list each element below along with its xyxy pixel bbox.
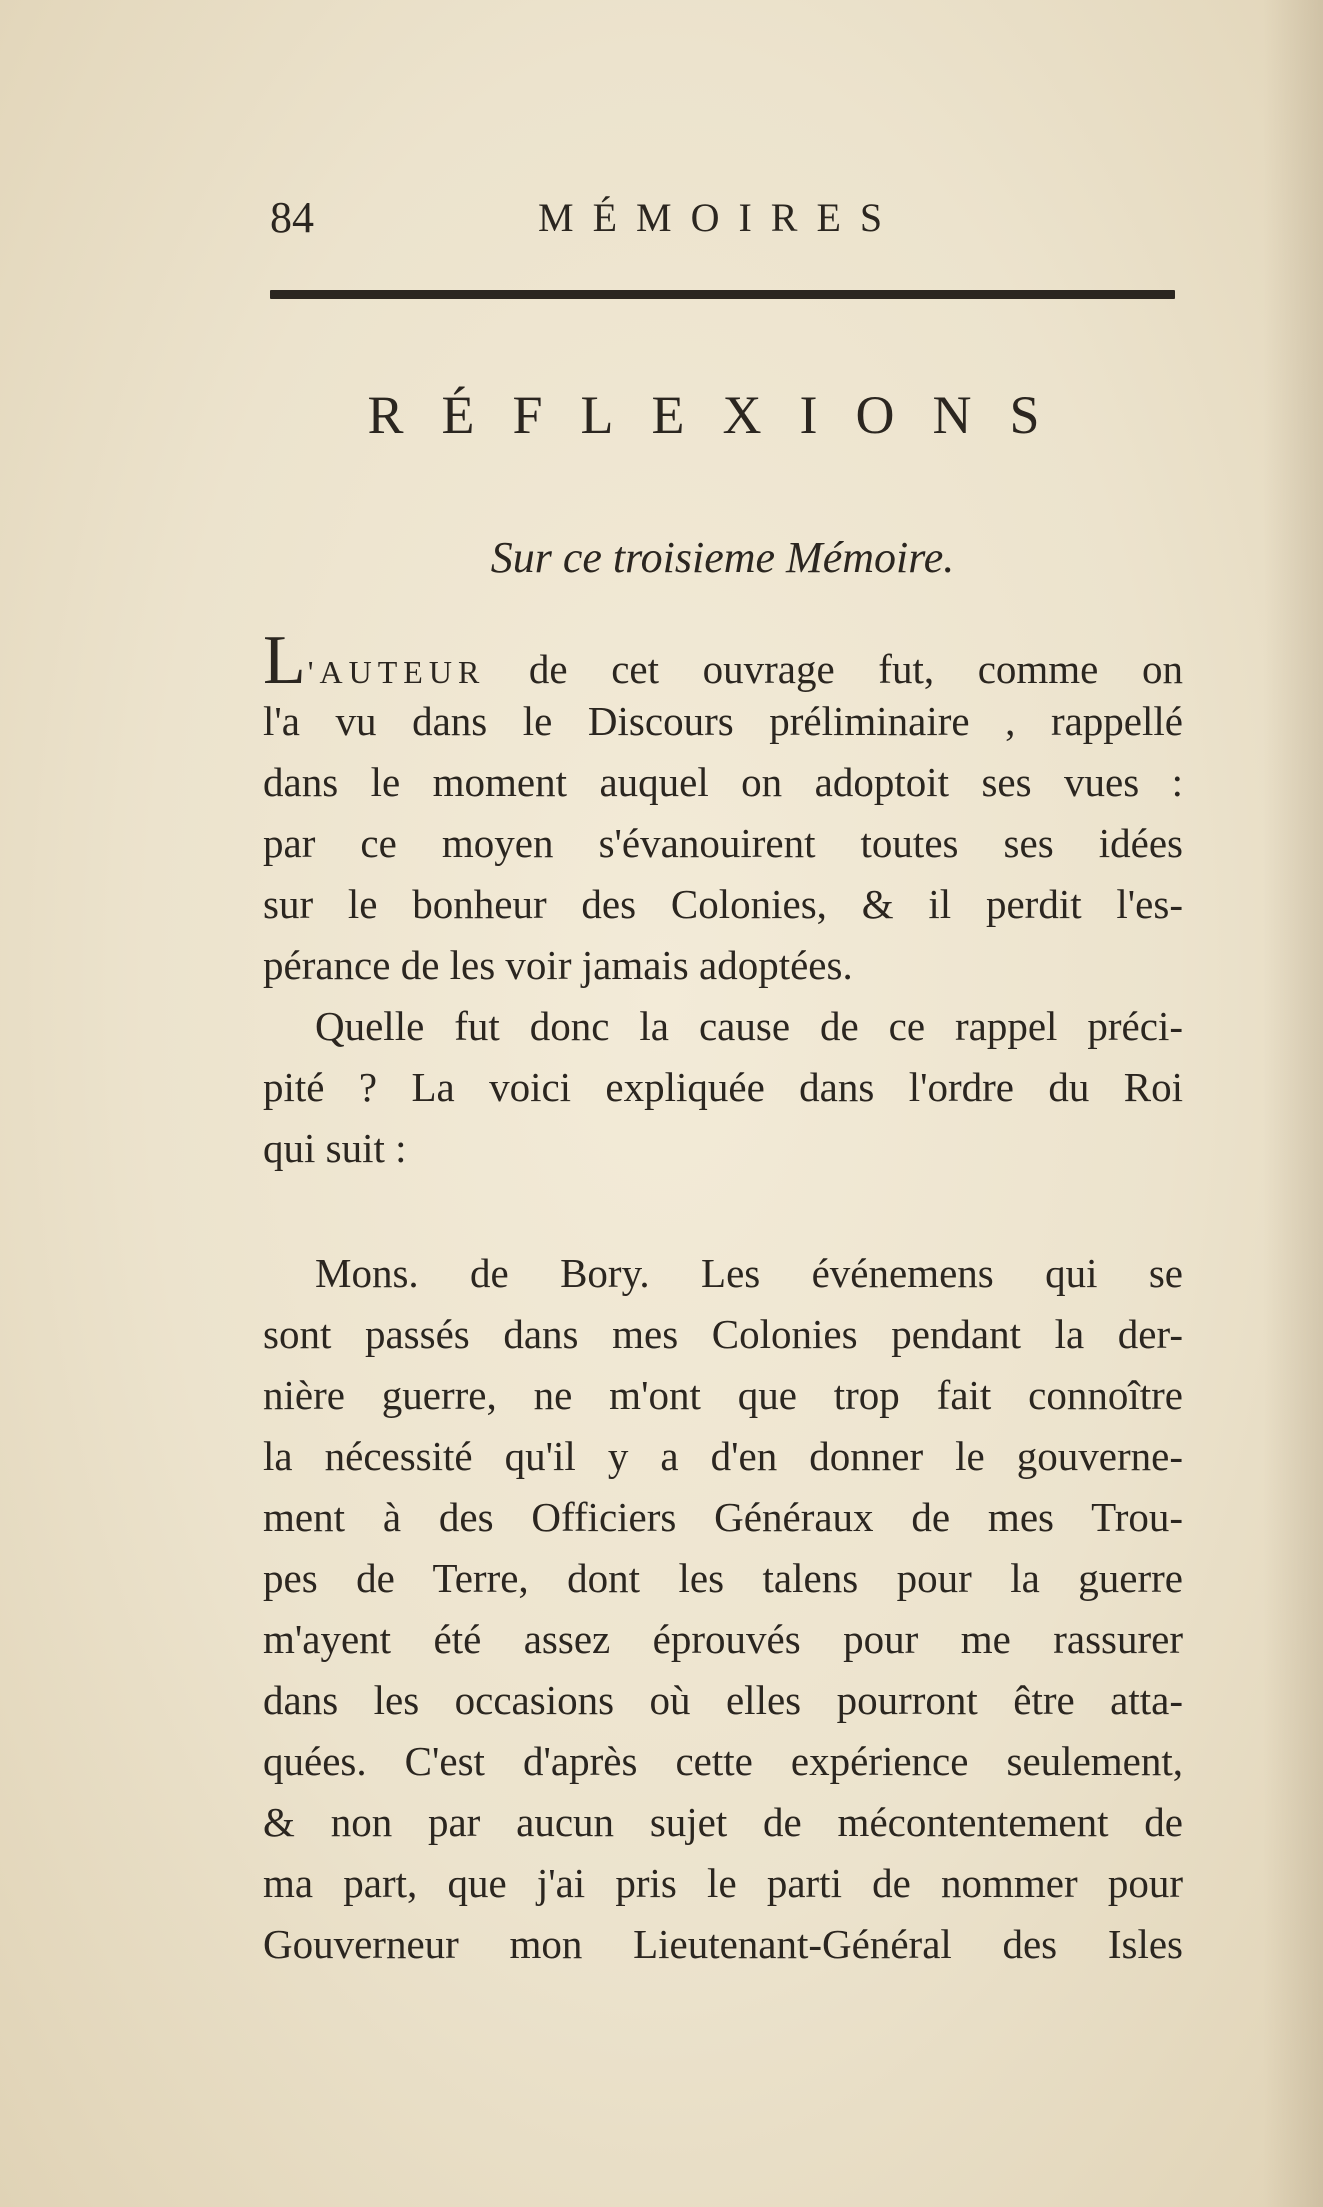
- section-title: RÉFLEXIONS: [367, 385, 1078, 445]
- paragraph3-line: nière guerre, ne m'ont que trop fait connoître: [263, 1372, 1183, 1418]
- paragraph-gap: [263, 1179, 1183, 1243]
- paragraph3-line: la nécessité qu'il y a d'en donner le gouverne-: [263, 1433, 1183, 1479]
- paragraph1-line: l'a vu dans le Discours préliminaire , rappellé: [263, 698, 1183, 744]
- page-edge-shadow: [1263, 0, 1323, 2207]
- paragraph1-line: pérance de les voir jamais adoptées.: [263, 942, 853, 988]
- paragraph3-line: sont passés dans mes Colonies pendant la der-: [263, 1311, 1183, 1357]
- paragraph1-line-1: [263, 622, 1183, 699]
- header-rule: [270, 290, 1175, 299]
- paragraph1-line: dans le moment auquel on adoptoit ses vues :: [263, 759, 1183, 805]
- paragraph1-line: par ce moyen s'évanouirent toutes ses idées: [263, 820, 1183, 866]
- paragraph2-line: pité ? La voici expliquée dans l'ordre du Roi: [263, 1064, 1183, 1110]
- paragraph3-line: m'ayent été assez éprouvés pour me rassurer: [263, 1616, 1183, 1662]
- running-title: MÉMOIRES: [538, 195, 902, 240]
- paragraph3-line: quées. C'est d'après cette expérience seulement,: [263, 1738, 1183, 1784]
- paragraph2-line: Quelle fut donc la cause de ce rappel préci-: [315, 1003, 1183, 1049]
- paragraph1-line-1-text: de cet ouvrage fut, comme on: [485, 646, 1183, 692]
- paragraph3-line: ma part, que j'ai pris le parti de nommer pour: [263, 1860, 1183, 1906]
- paragraph3-line: ment à des Officiers Généraux de mes Trou-: [263, 1494, 1183, 1540]
- paragraph3-line: pes de Terre, dont les talens pour la guerre: [263, 1555, 1183, 1601]
- paragraph1-line: sur le bonheur des Colonies, & il perdit l'es-: [263, 881, 1183, 927]
- paragraph3-line: Gouverneur mon Lieutenant-Général des Isles: [263, 1921, 1183, 1967]
- paragraph3-line: Mons. de Bory. Les événemens qui se: [315, 1250, 1183, 1296]
- small-caps-word: 'AUTEUR: [307, 654, 486, 690]
- page-number: 84: [270, 193, 314, 242]
- paragraph3-line: dans les occasions où elles pourront être atta-: [263, 1677, 1183, 1723]
- paragraph3-line: & non par aucun sujet de mécontentement de: [263, 1799, 1183, 1845]
- running-head: [270, 188, 1170, 248]
- drop-cap: L: [263, 622, 306, 699]
- section-subtitle: Sur ce troisieme Mémoire.: [490, 533, 955, 582]
- paragraph2-line: qui suit :: [263, 1125, 407, 1171]
- body-text: [263, 622, 1183, 1975]
